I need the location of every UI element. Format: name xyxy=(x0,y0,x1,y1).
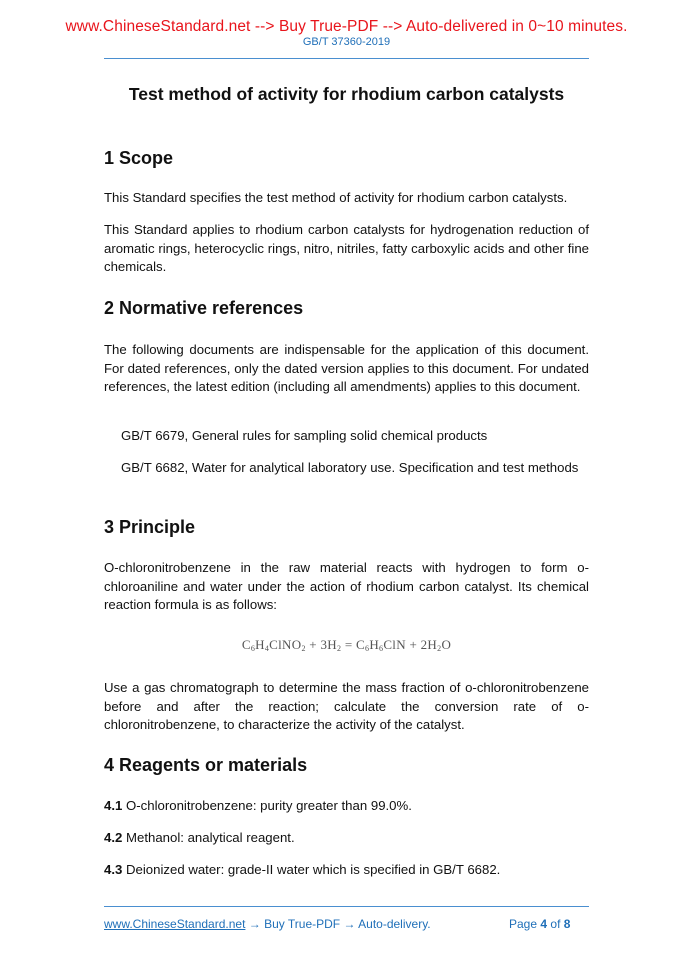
promo-banner[interactable]: www.ChineseStandard.net --> Buy True-PDF --> Auto-delivered in 0~10 minutes. xyxy=(65,18,628,35)
footer-promo-link[interactable] xyxy=(104,917,431,931)
reagent-number: 4.3 xyxy=(104,862,123,877)
principle-paragraph-2: Use a gas chromatograph to determine the mass fraction of o-chloronitrobenzene before and after the reaction; calculate the conversion rate of o-chloronitrobenzene, to characterize the activity of the catalyst. xyxy=(104,680,589,732)
principle-paragraph-1: O-chloronitrobenzene in the raw material reacts with hydrogen to form o-chloroaniline and water under the action of rhodium carbon catalyst. Its chemical reaction formula is as follows: xyxy=(104,560,589,612)
reagent-text: Methanol: analytical reagent. xyxy=(126,830,295,845)
reference-item: GB/T 6679, General rules for sampling solid chemical products xyxy=(121,428,488,443)
normative-paragraph: The following documents are indispensable for the application of this document. For dated references, only the dated version applies to this document. For undated references, the latest edition (including all amendments) applies to this document. xyxy=(104,342,589,394)
reference-item: GB/T 6682, Water for analytical laboratory use. Specification and test methods xyxy=(121,460,579,475)
scope-paragraph-2: This Standard applies to rhodium carbon catalysts for hydrogenation reduction of aromatic rings, heterocyclic rings, nitro, nitriles, fatty carboxylic acids and other fine chemicals. xyxy=(104,222,589,274)
section-heading-principle: 3 Principle xyxy=(104,517,196,537)
section-heading-scope: 1 Scope xyxy=(104,148,174,168)
section-heading-normative: 2 Normative references xyxy=(104,298,304,318)
reaction-formula: $C_6H_4ClNO_2 + 3H_2 = C_6H_6ClN + 2H_2O$ xyxy=(241,637,452,653)
section-heading-reagents: 4 Reagents or materials xyxy=(104,755,308,775)
page-label: Page xyxy=(509,917,538,931)
page-indicator xyxy=(509,917,570,931)
page-current: 4 xyxy=(540,917,548,931)
reagent-number: 4.2 xyxy=(104,830,123,845)
page-of: of xyxy=(550,917,561,931)
footer-site-link[interactable]: www.ChineseStandard.net xyxy=(104,917,246,931)
scope-paragraph-1: This Standard specifies the test method of activity for rhodium carbon catalysts. xyxy=(104,190,568,205)
reagent-text: O-chloronitrobenzene: purity greater than 99.0%. xyxy=(126,798,412,813)
footer-auto-text: Auto-delivery. xyxy=(358,917,431,931)
page-total: 8 xyxy=(563,917,571,931)
standard-number: GB/T 37360-2019 xyxy=(302,36,391,48)
reagent-item xyxy=(104,797,589,816)
footer-buy-text: Buy True-PDF xyxy=(264,917,341,931)
reagent-item xyxy=(104,861,589,880)
arrow-right-icon: → xyxy=(248,917,261,931)
document-title: Test method of activity for rhodium carbon catalysts xyxy=(128,84,565,104)
reagent-text: Deionized water: grade-II water which is specified in GB/T 6682. xyxy=(126,862,501,877)
header-divider xyxy=(104,58,589,59)
arrow-right-icon: → xyxy=(343,917,356,931)
reagent-item xyxy=(104,829,589,848)
footer-divider xyxy=(104,906,589,907)
reagent-number: 4.1 xyxy=(104,798,123,813)
